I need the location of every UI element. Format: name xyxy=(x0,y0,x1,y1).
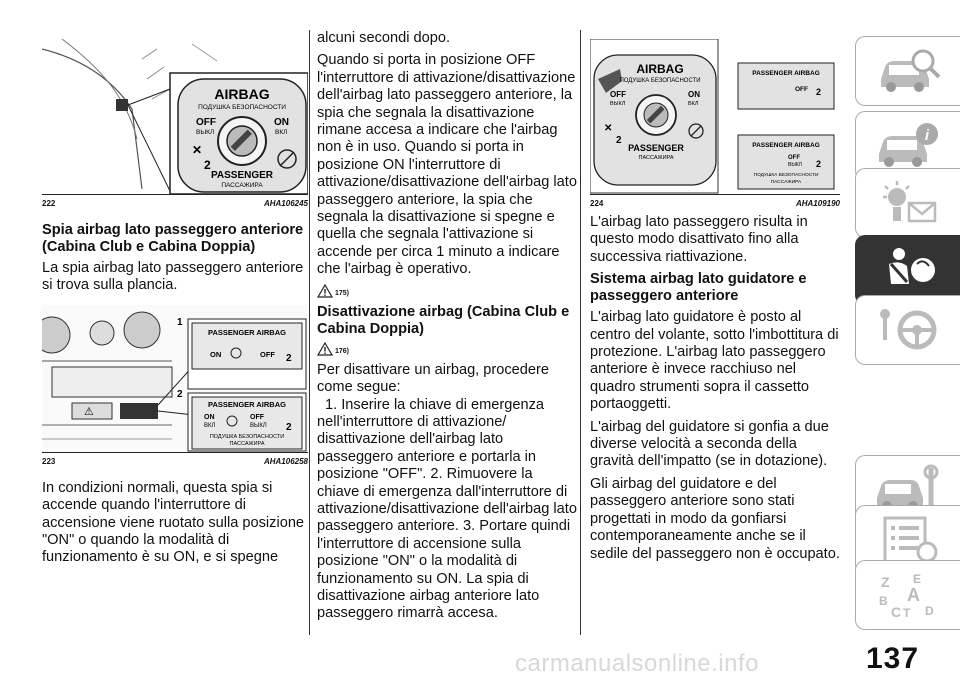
svg-text:AIRBAG: AIRBAG xyxy=(636,62,684,76)
column-divider xyxy=(580,30,581,635)
svg-text:ВЫКЛ: ВЫКЛ xyxy=(250,422,267,429)
section-heading: Sistema airbag lato guidatore e passeggero anteriore xyxy=(590,271,807,305)
paragraph: Gli airbag del guidatore e del passeggero anteriore sono stati progettati in modo da gonfiarsi contemporaneamente anche se il sedile del passeggero non è occupato. xyxy=(590,475,840,562)
svg-text:i: i xyxy=(924,127,930,144)
column-middle xyxy=(317,30,577,628)
figure-number: 222 xyxy=(42,199,56,208)
figure-223 xyxy=(42,305,308,453)
svg-text:A: A xyxy=(907,585,920,605)
svg-text:OFF: OFF xyxy=(196,117,216,128)
svg-text:Z: Z xyxy=(881,574,890,590)
page-number: 137 xyxy=(866,642,920,675)
svg-text:OFF: OFF xyxy=(250,413,264,421)
svg-text:ON: ON xyxy=(688,90,700,99)
svg-text:PASSENGER AIRBAG: PASSENGER AIRBAG xyxy=(752,70,820,77)
svg-text:ВЫКЛ: ВЫКЛ xyxy=(788,162,802,168)
svg-text:B: B xyxy=(879,594,888,608)
warning-reference xyxy=(317,284,577,298)
svg-text:PASSENGER AIRBAG: PASSENGER AIRBAG xyxy=(208,327,286,337)
svg-text:2: 2 xyxy=(204,158,211,172)
svg-text:ПАССАЖИРА: ПАССАЖИРА xyxy=(229,440,265,447)
svg-text:OFF: OFF xyxy=(788,155,800,161)
figure-number: 224 xyxy=(590,199,604,208)
svg-text:2: 2 xyxy=(816,87,822,97)
svg-text:D: D xyxy=(925,604,934,618)
tab-key-steering[interactable] xyxy=(855,295,960,365)
figure-caption xyxy=(590,199,840,208)
figure-caption xyxy=(42,457,308,466)
paragraph: L'airbag lato guidatore è posto al centro del volante, sotto l'imbottitura di protezione. L'airbag lato passeggero anteriore è invece racchiuso nel quadro strumenti sopra il cassetto portaoggetti. xyxy=(590,309,839,413)
figure-224 xyxy=(590,39,840,195)
svg-text:T: T xyxy=(903,606,911,620)
tab-car-search[interactable] xyxy=(855,36,960,106)
paragraph: alcuni secondi dopo. xyxy=(317,30,451,46)
spec-list-icon xyxy=(873,514,943,566)
warning-number: 176) xyxy=(335,347,350,355)
paragraph: Per disattivare un airbag, procedere come segue: xyxy=(317,361,550,396)
svg-text:ON: ON xyxy=(274,117,289,128)
paragraph: Quando si porta in posizione OFF l'interruttore di attivazione/disattivazione dell'airbag lato passeggero anteriore, la spia che segnala la disattivazione rimane accesa a indicare che l'airbag non è in uso. Quando si porta in posizione ON l'interruttore di attivazione/disattivazione dell'airbag lato passeggero anteriore, la spia che segnala la disattivazione si spegne e quella che segnala l'attivazione si accende per circa 1 minuto a indicare che l'airbag è operativo. xyxy=(317,52,577,278)
column-divider xyxy=(309,30,310,635)
svg-text:OFF: OFF xyxy=(610,90,626,99)
seatbelt-airbag-icon xyxy=(873,244,943,296)
svg-text:ПАССАЖИРА: ПАССАЖИРА xyxy=(221,182,263,189)
svg-text:E: E xyxy=(913,572,922,586)
paragraph: L'airbag lato passeggero risulta in questo modo disattivato fino alla successiva riattivazione. xyxy=(590,214,808,265)
warning-reference xyxy=(317,342,577,356)
svg-text:ВКЛ: ВКЛ xyxy=(204,422,216,429)
warning-triangle-icon xyxy=(317,284,333,298)
svg-text:AIRBAG: AIRBAG xyxy=(214,86,270,102)
figure-code: AHA106258 xyxy=(263,456,308,466)
svg-text:ПОДУШКА БЕЗОПАСНОСТИ: ПОДУШКА БЕЗОПАСНОСТИ xyxy=(198,104,286,111)
paragraph: In condizioni normali, questa spia si accende quando l'interruttore di accensione viene ruotato sulla posizione "ON" o quando la modalità di funzionamento è su ON, e si spegne xyxy=(42,479,305,566)
svg-text:ПАССАЖИРА: ПАССАЖИРА xyxy=(770,180,802,185)
svg-text:✕: ✕ xyxy=(192,143,203,157)
column-left xyxy=(42,0,308,572)
figure-code: AHA109190 xyxy=(795,199,840,208)
warning-number: 175) xyxy=(335,289,350,297)
svg-text:ПОДУШКА БЕЗОПАСНОСТИ: ПОДУШКА БЕЗОПАСНОСТИ xyxy=(753,173,819,178)
svg-text:ПАССАЖИРА: ПАССАЖИРА xyxy=(638,155,674,161)
svg-text:ВЫКЛ: ВЫКЛ xyxy=(610,101,626,107)
svg-text:C: C xyxy=(891,604,902,620)
svg-text:ВЫКЛ: ВЫКЛ xyxy=(196,129,215,136)
car-info-icon xyxy=(873,120,943,172)
key-steering-wheel-icon xyxy=(873,304,943,356)
dashboard-indicator-illustration xyxy=(42,305,308,453)
svg-text:⚠: ⚠ xyxy=(84,405,94,418)
figure-222 xyxy=(42,39,308,195)
svg-text:ПОДУШКА БЕЗОПАСНОСТИ: ПОДУШКА БЕЗОПАСНОСТИ xyxy=(209,433,285,440)
svg-text:PASSENGER: PASSENGER xyxy=(628,143,684,153)
car-search-icon xyxy=(873,45,943,97)
paragraph: La spia airbag lato passeggero anteriore si trova sulla plancia. xyxy=(42,260,304,294)
svg-text:ПОДУШКА БЕЗОПАСНОСТИ: ПОДУШКА БЕЗОПАСНОСТИ xyxy=(619,78,701,84)
paragraph: L'airbag del guidatore si gonfia a due diverse velocità a seconda della gravità dell'impatto (se in dotazione). xyxy=(590,418,829,470)
svg-text:✕: ✕ xyxy=(604,123,613,134)
svg-text:2: 2 xyxy=(286,352,292,364)
section-heading: Spia airbag lato passeggero anteriore (Cabina Club e Cabina Doppia) xyxy=(42,222,304,255)
paragraph: 1. Inserire la chiave di emergenza nell'interruttore di attivazione/ disattivazione dell'airbag lato passeggero anteriore e portarla in posizione "OFF". 2. Rimuovere la chiave di emergenza dall'interruttore di attivazione/disattivazione dell'airbag lato passeggero anteriore. 3. Portare quindi l'interruttore di accensione sulla posizione "ON" o la modalità di funzionamento su ON. La spia di disattivazione airbag anteriore lato passeggero rimarrà accesa. xyxy=(317,396,577,622)
svg-text:2: 2 xyxy=(616,135,622,146)
figure-code: AHA106245 xyxy=(263,199,308,208)
svg-text:ВКЛ: ВКЛ xyxy=(275,129,288,136)
svg-text:PASSENGER AIRBAG: PASSENGER AIRBAG xyxy=(752,142,820,149)
svg-text:ВКЛ: ВКЛ xyxy=(688,101,699,107)
svg-text:ON: ON xyxy=(210,349,222,359)
svg-text:OFF: OFF xyxy=(795,86,808,93)
airbag-switch-panels-illustration xyxy=(590,39,840,195)
svg-text:PASSENGER AIRBAG: PASSENGER AIRBAG xyxy=(208,399,286,409)
svg-text:2: 2 xyxy=(177,388,183,400)
tab-alphabetical-index[interactable] xyxy=(855,560,960,630)
svg-text:2: 2 xyxy=(816,159,822,169)
svg-text:2: 2 xyxy=(286,421,292,433)
figure-number: 223 xyxy=(42,456,56,466)
section-heading: Disattivazione airbag (Cabina Club e Cabina Doppia) xyxy=(317,303,570,337)
watermark: carmanualsonline.info xyxy=(515,650,759,677)
svg-text:OFF: OFF xyxy=(260,349,275,359)
warning-triangle-icon xyxy=(317,342,333,356)
column-right xyxy=(590,0,840,568)
figure-caption xyxy=(42,199,308,208)
warning-lights-icon xyxy=(873,177,943,229)
svg-text:ON: ON xyxy=(204,413,215,421)
tab-warning-lights[interactable] xyxy=(855,168,960,238)
svg-text:1: 1 xyxy=(177,316,183,328)
svg-text:PASSENGER: PASSENGER xyxy=(210,170,274,181)
alphabet-index-icon xyxy=(873,569,943,621)
airbag-switch-dashboard-illustration xyxy=(42,39,308,195)
